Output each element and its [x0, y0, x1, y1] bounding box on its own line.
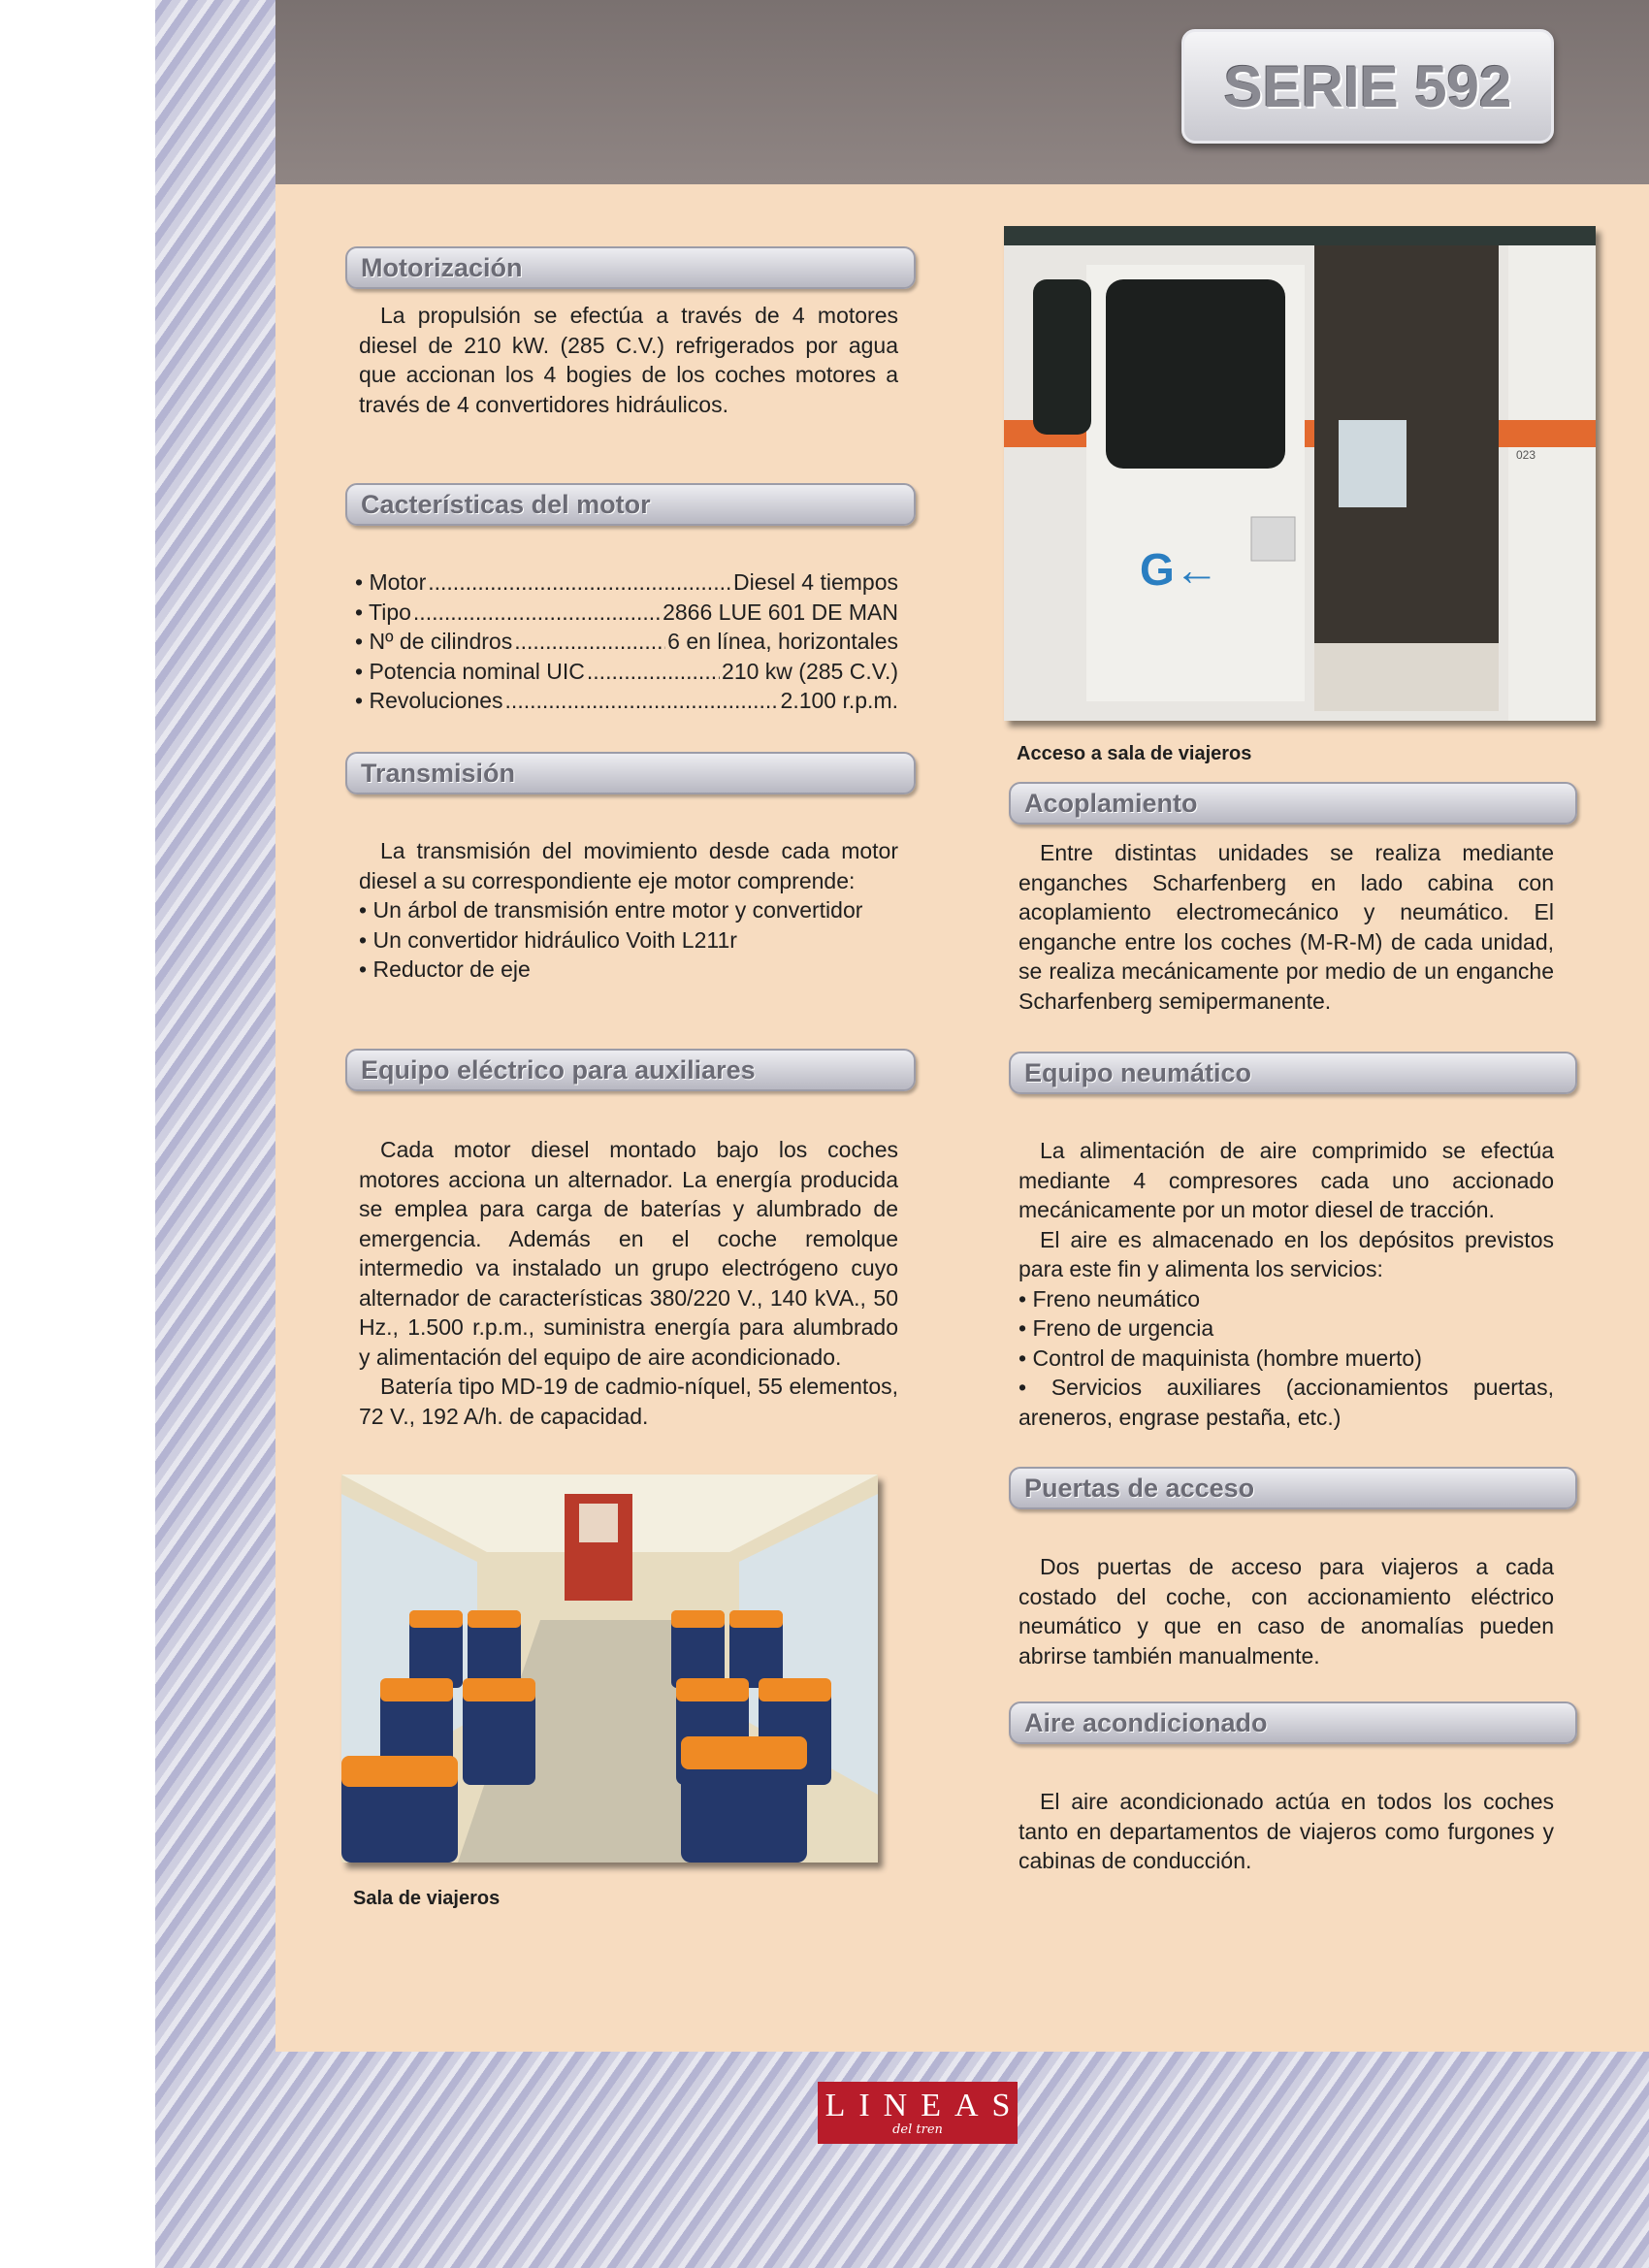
spec-row [355, 686, 898, 716]
section-body-equipo-electrico [359, 1135, 898, 1431]
section-title: Equipo eléctrico para auxiliares [361, 1054, 756, 1085]
spec-value: 210 kw (285 C.V.) [722, 658, 898, 684]
spec-value: 2.100 r.p.m. [780, 688, 898, 713]
section-header-puertas [1009, 1467, 1577, 1509]
paragraph: Cada motor diesel montado bajo los coches motores acciona un alternador. La energía producida se emplea para carga de baterías y alumbrado de emergencia. Además en el coche remolque intermedio va instalado un grupo electrógeno cuyo alternador de características 380/220 V., 140 kVA., 50 Hz., 1.500 r.p.m., suministra energía para alumbrado y alimentación del equipo de aire acondicionado. [359, 1137, 898, 1370]
section-title: Motorización [361, 252, 523, 282]
dot-leader [587, 657, 720, 687]
section-title: Aire acondicionado [1024, 1707, 1268, 1737]
paragraph: La propulsión se efectúa a través de 4 motores diesel de 210 kW. (285 C.V.) refrigerados por agua que accionan los 4 bogies de los coches motores a través de 4 convertidores hidráulicos. [359, 303, 898, 417]
transmission-list [359, 895, 898, 985]
dot-leader [428, 567, 731, 598]
section-body-transmision [359, 836, 898, 985]
paragraph: El aire es almacenado en los depósitos previstos para este fin y alimenta los servicios: [1018, 1226, 1554, 1281]
section-header-acoplamiento [1009, 782, 1577, 825]
ge-logo: G← [1140, 544, 1219, 595]
interior-photo [341, 1474, 878, 1863]
paragraph: El aire acondicionado actúa en todos los coches tanto en departamentos de viajeros como furgones y cabinas de conducción. [1018, 1789, 1554, 1873]
section-body-puertas [1018, 1552, 1554, 1670]
section-header-aire [1009, 1701, 1577, 1744]
section-title: Cacterísticas del motor [361, 489, 651, 519]
dot-leader [514, 627, 665, 657]
paragraph: La transmisión del movimiento desde cada motor diesel a su correspondiente eje motor comprende: [359, 838, 898, 893]
paragraph: Dos puertas de acceso para viajeros a cada costado del coche, con accionamiento eléctrico neumático y que en caso de anomalías pueden abrirse también manualmente. [1018, 1554, 1554, 1669]
dot-leader [413, 598, 661, 628]
section-body-aire [1018, 1787, 1554, 1876]
section-title: Equipo neumático [1024, 1057, 1252, 1087]
train-door-illustration [1004, 226, 1596, 721]
door-photo-caption: Acceso a sala de viajeros [1017, 743, 1252, 764]
section-header-equipo-neumatico [1009, 1052, 1577, 1094]
paragraph: La alimentación de aire comprimido se efectúa mediante 4 compresores cada uno accionado mecánicamente por un motor diesel de tracción. [1018, 1138, 1554, 1222]
spec-label: • Motor [355, 567, 426, 598]
spec-label: • Revoluciones [355, 686, 503, 716]
series-title: SERIE 592 [1223, 53, 1512, 119]
spec-value: Diesel 4 tiempos [732, 569, 898, 595]
list-item: • Servicios auxiliares (accionamientos puertas, areneros, engrase pestaña, etc.) [1018, 1373, 1554, 1432]
dot-leader [505, 686, 779, 716]
lineas-logo [818, 2082, 1024, 2144]
logo-main-text: LINEAS [824, 2088, 1024, 2123]
spec-row [355, 598, 898, 628]
list-item: • Control de maquinista (hombre muerto) [1018, 1344, 1554, 1374]
section-body-equipo-neumatico [1018, 1136, 1554, 1432]
section-header-motorizacion [345, 246, 916, 289]
door-photo [1004, 226, 1596, 721]
list-item: • Freno de urgencia [1018, 1313, 1554, 1344]
spec-row [355, 567, 898, 598]
spec-row [355, 627, 898, 657]
spec-row [355, 657, 898, 687]
section-header-equipo-electrico [345, 1049, 916, 1091]
pneumatic-services-list [1018, 1284, 1554, 1433]
spec-value: 2866 LUE 601 DE MAN [663, 599, 898, 625]
passenger-saloon-illustration [341, 1474, 878, 1863]
interior-photo-caption: Sala de viajeros [353, 1888, 501, 1909]
paragraph: Batería tipo MD-19 de cadmio-níquel, 55 elementos, 72 V., 192 A/h. de capacidad. [359, 1374, 898, 1429]
section-body-acoplamiento [1018, 838, 1554, 1016]
series-badge [1181, 29, 1554, 144]
spec-label: • Nº de cilindros [355, 627, 512, 657]
engine-spec-list [355, 567, 898, 716]
paragraph: Entre distintas unidades se realiza mediante enganches Scharfenberg en lado cabina con acoplamiento electromecánico y neumático. El enganche entre los coches (M-R-M) de cada unidad, se realiza mecánicamente por medio de un enganche Scharfenberg semipermanente. [1018, 840, 1554, 1014]
section-title: Puertas de acceso [1024, 1473, 1255, 1503]
logo-sub-text: del tren [892, 2122, 943, 2137]
list-item: • Un convertidor hidráulico Voith L211r [359, 925, 898, 956]
spec-value: 6 en línea, horizontales [667, 629, 898, 654]
section-title: Acoplamiento [1024, 788, 1198, 818]
list-item: • Reductor de eje [359, 955, 898, 985]
section-title: Transmisión [361, 758, 516, 788]
list-item: • Freno neumático [1018, 1284, 1554, 1314]
spec-label: • Tipo [355, 598, 411, 628]
section-header-transmision [345, 752, 916, 794]
section-header-caracteristicas [345, 483, 916, 526]
car-number: 023 [1516, 448, 1536, 462]
spec-label: • Potencia nominal UIC [355, 657, 585, 687]
section-body-motorizacion [359, 301, 898, 419]
list-item: • Un árbol de transmisión entre motor y convertidor [359, 895, 898, 925]
